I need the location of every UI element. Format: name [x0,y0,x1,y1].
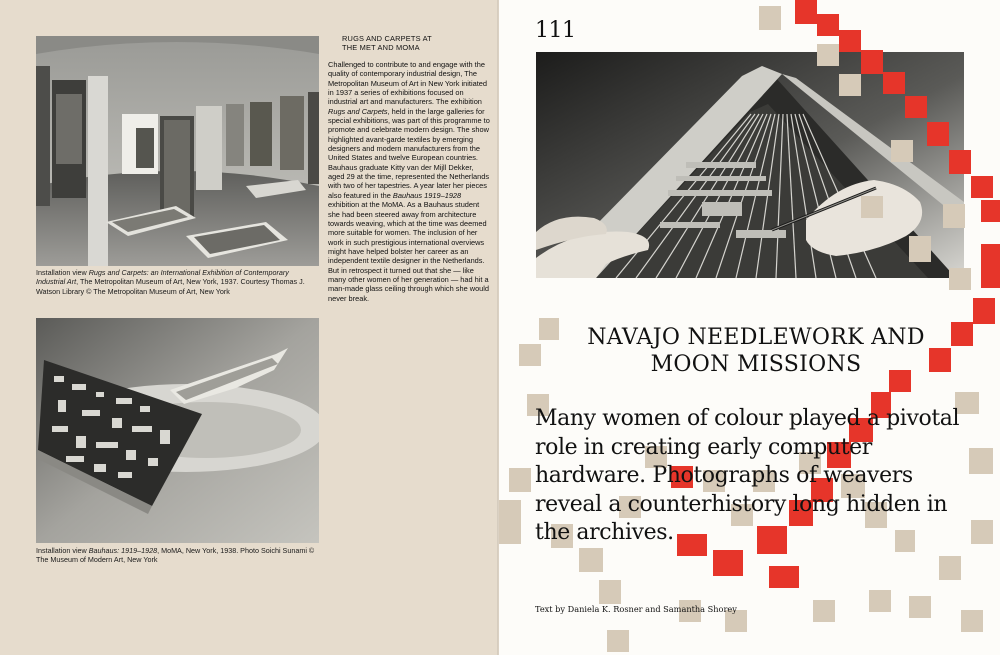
article-standfirst: Many women of colour played a pivotal role in creating early computer hardware. Photographs of weavers reveal a counterhistory long hidden in the archives. [535,406,960,545]
caption-top [36,268,319,296]
sidebar-body-text [328,60,490,303]
caption-bottom [36,546,319,565]
body-part-3: exhibition at the MoMA. As a Bauhaus student she had been steered away from architecture towards weaving, which at the time was deemed more suitable for women. The inclusion of her work in such prestigious international overviews might have helped bolster her career as an independent textile designer in the Netherlands. But in retrospect it turned out that she — like many other women of her generation — had hit a man-made glass ceiling through which she would never break. [328,200,490,303]
headline-line-2: MOON MISSIONS [650,352,862,377]
sidebar-title [342,34,492,52]
caption-top-prefix: Installation view [36,268,89,277]
caption-bottom-prefix: Installation view [36,546,89,555]
exhibition-gallery-photo [36,36,319,266]
sidebar-title-line-1: RUGS AND CARPETS AT [342,34,432,43]
page-number: 111 [535,18,576,43]
body-em-2: Bauhaus 1919–1928 [392,190,462,200]
caption-top-rest: , The Metropolitan Museum of Art, New York, 1937. Courtesy Thomas J. Watson Library © The Metropolitan Museum of Art, New York [36,277,305,296]
sidebar-title-line-2: THE MET AND MOMA [342,43,420,52]
headline-line-1: NAVAJO NEEDLEWORK AND [587,325,925,350]
author-credit: Text by Daniela K. Rosner and Samantha Shorey [535,604,737,614]
caption-bottom-title: Bauhaus: 1919–1928 [88,546,158,555]
left-page [0,0,499,655]
body-em-1: Rugs and Carpets [328,106,388,116]
caption-bottom-rest: , MoMA, New York, 1938. Photo Soichi Sunami © The Museum of Modern Art, New York [36,546,315,565]
right-page [499,0,1000,655]
woven-textile-photo [36,318,319,543]
body-part-2: , held in the large galleries for special exhibitions, was part of this programme to promote and celebrate modern design. The show highlighted avant-garde textiles by emerging designers and modern manufacturers from the United States and twelve European countries. Bauhaus graduate Kitty van der Mijll Dekker, aged 29 at the time, represented the Netherlands with two of her tapestries. A year later her pieces also featured in the [328,106,490,200]
article-headline [531,324,981,378]
caption-top-title: Rugs and Carpets: an International Exhibition of Contemporary Industrial Art [36,268,289,287]
body-part-1: Challenged to contribute to and engage with the quality of contemporary industrial design, The Metropolitan Museum of Art in New York initiated in 1937 a series of exhibitions focused on industrial art and manufacturers. The exhibition [328,60,487,107]
